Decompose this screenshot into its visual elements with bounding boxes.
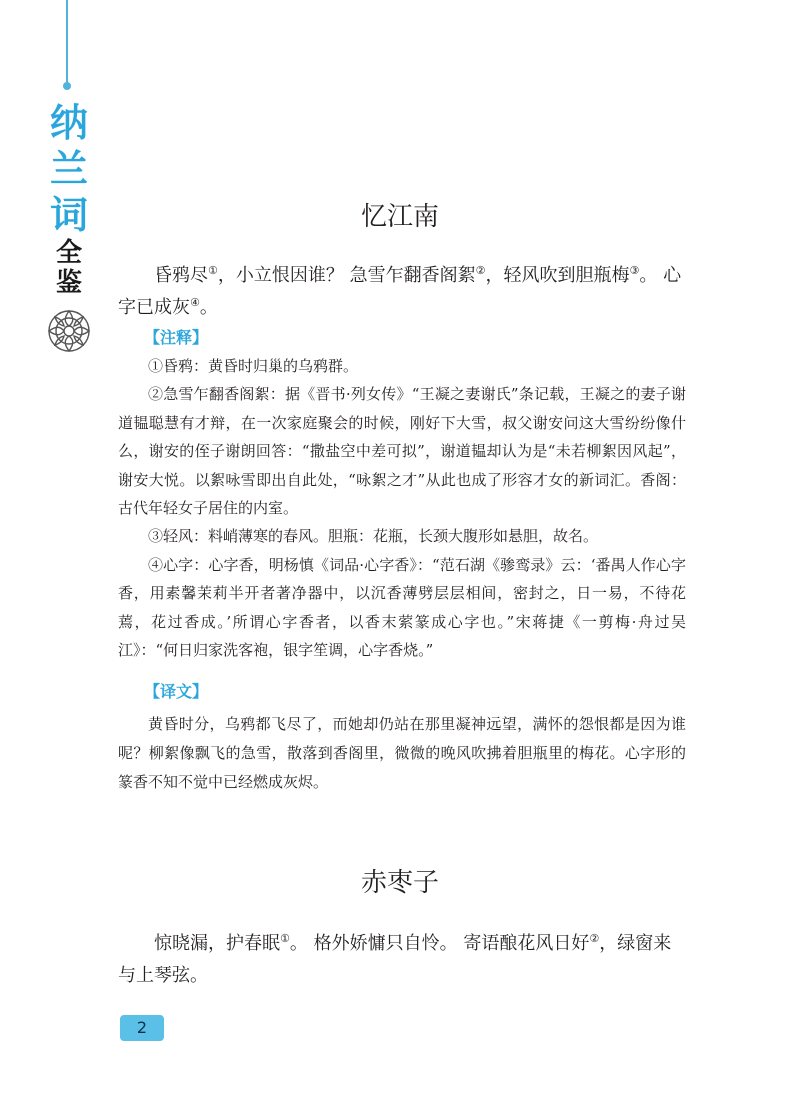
poem-title: 赤枣子 <box>360 868 439 898</box>
margin-rule-dot <box>63 82 71 90</box>
note-item: ④心字：心字香，明杨慎《词品·心字香》：“范石湖《骖鸾录》云：‘番禺人作心字香，用素馨茉莉半开者著净器中，以沉香薄劈层层相间，密封之，日一易，不待花蔫，花过香成。’所谓心字香者，以香末萦篆成心字也。”宋蒋捷《一剪梅·舟过吴江》：“何日归家洗客袍，银字笙调，心字香烧。” <box>118 555 686 660</box>
brand-subtitle-char: 全 <box>55 238 82 268</box>
margin-rule <box>66 0 68 84</box>
note-item: ②急雪乍翻香阁絮：据《晋书·列女传》“王凝之妻谢氏”条记载，王凝之的妻子谢道韫聪慧有才辩，在一次家庭聚会的时候，刚好下大雪，叔父谢安问这大雪纷纷像什么，谢安的侄子谢朗回答：“撒盐空中差可拟”，谢道韫却认为是“未若柳絮因风起”，谢安大悦。以絮咏雪即出自此处，“咏絮之才”从此也成了形容才女的新词汇。香阁：古代年轻女子居住的内室。 <box>118 385 686 518</box>
footnote-marker: ③ <box>629 264 640 277</box>
notes-list <box>118 352 686 664</box>
page-number: 2 <box>120 1015 164 1041</box>
note-item: ③轻风：料峭薄寒的春风。胆瓶：花瓶，长颈大腹形如悬胆，故名。 <box>148 527 599 546</box>
poem-text: 惊晓漏，护春眠①。 格外娇慵只自怜。 寄语酿花风日好②，绿窗来与上琴弦。 <box>118 932 672 986</box>
poem-text: 昏鸦尽①，小立恨因谁？ 急雪乍翻香阁絮②，轻风吹到胆瓶梅③。 心字已成灰④。 <box>118 264 682 318</box>
brand-title-char: 词 <box>49 192 88 237</box>
footnote-marker: ② <box>589 932 600 945</box>
footnote-marker: ① <box>280 932 290 945</box>
note-item: ①昏鸦：黄昏时归巢的乌鸦群。 <box>148 357 359 375</box>
poem-title: 忆江南 <box>360 202 439 232</box>
brand-title-char: 兰 <box>49 146 88 191</box>
translation-text: 黄昏时分，乌鸦都飞尽了，而她却仍站在那里凝神远望，满怀的怨恨都是因为谁呢？柳絮像飘飞的急雪，散落到香阁里，微微的晚风吹拂着胆瓶里的梅花。心字形的篆香不知不觉中已经燃成灰烬。 <box>118 715 686 791</box>
footnote-marker: ④ <box>190 296 200 309</box>
footnote-marker: ② <box>475 264 486 277</box>
notes-heading: 【注释】 <box>144 328 209 347</box>
brand-title-char: 纳 <box>49 100 88 145</box>
footnote-marker: ① <box>208 264 218 277</box>
brand-subtitle-char: 鉴 <box>55 268 82 298</box>
floral-medallion-icon <box>46 308 92 358</box>
translation-heading: 【译文】 <box>144 682 209 701</box>
